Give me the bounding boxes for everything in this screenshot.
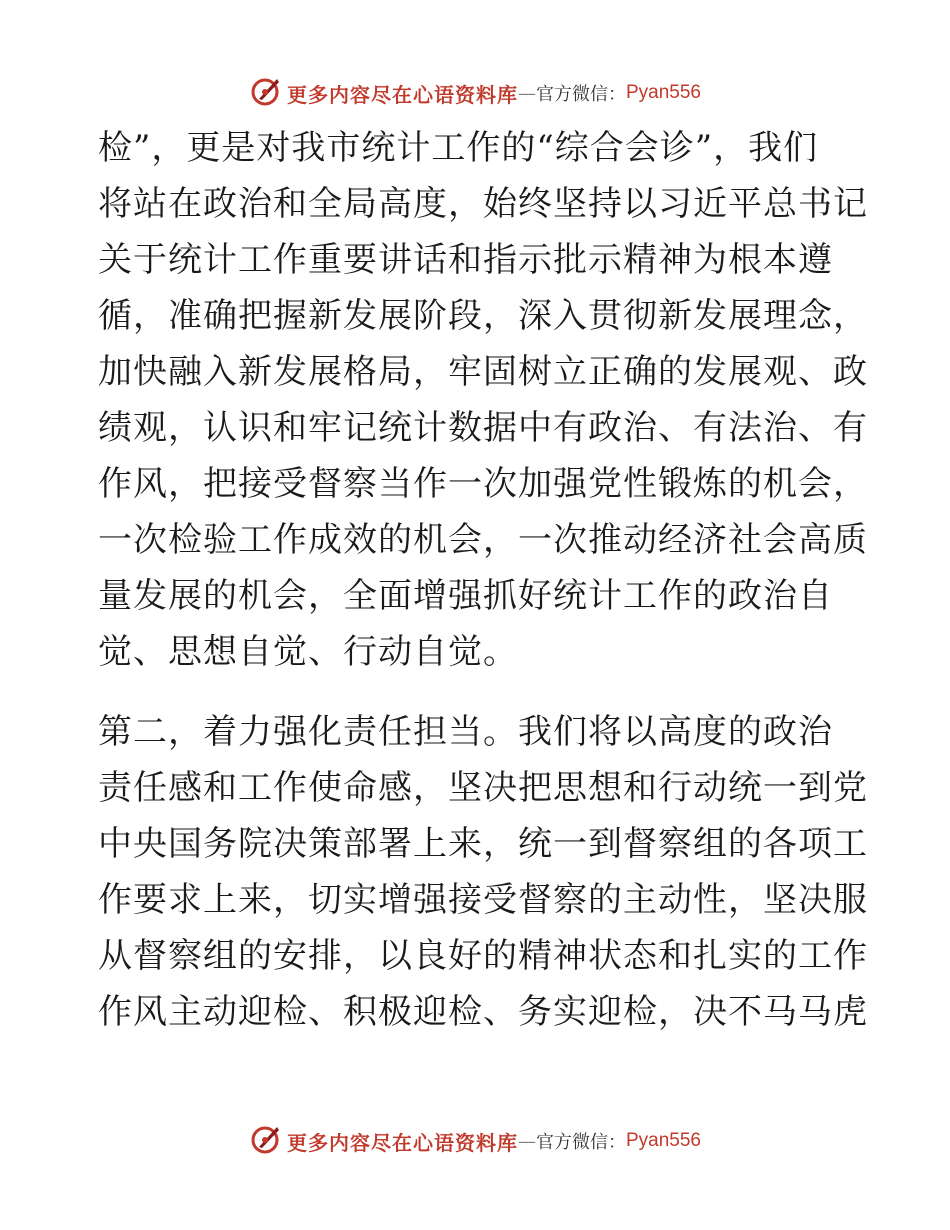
- paragraph-2: [98, 704, 868, 1040]
- wechat-label: 官方微信：: [535, 84, 626, 105]
- text-line: 加快融入新发展格局，牢固树立正确的发展观、政: [98, 352, 868, 392]
- separator-dash: —: [517, 1130, 536, 1152]
- text-line: 作风主动迎检、积极迎检、务实迎检，决不马马虎: [98, 992, 868, 1032]
- paragraph-1: [98, 120, 868, 680]
- text-line: 绩观，认识和牢记统计数据中有政治、有法治、有: [98, 408, 868, 448]
- text-line: 作要求上来，切实增强接受督察的主动性，坚决服: [98, 880, 868, 920]
- wechat-id: Pyan556: [625, 1130, 701, 1151]
- text-line: 关于统计工作重要讲话和指示批示精神为根本遵: [98, 240, 833, 280]
- separator-dash: —: [517, 82, 536, 104]
- footer-watermark-banner: [0, 1118, 950, 1158]
- wechat-id: Pyan556: [625, 82, 701, 103]
- document-body: [98, 120, 868, 1040]
- site-name-text: 更多内容尽在心语资料库: [286, 1130, 518, 1155]
- paragraph-gap: [98, 680, 858, 704]
- text-line: 从督察组的安排，以良好的精神状态和扎实的工作: [98, 936, 868, 976]
- text-line: 量发展的机会，全面增强抓好统计工作的政治自: [98, 576, 833, 616]
- quill-logo-icon: [249, 1121, 283, 1155]
- site-name-text: 更多内容尽在心语资料库: [286, 82, 518, 107]
- text-line: 觉、思想自觉、行动自觉。: [98, 632, 518, 672]
- wechat-label: 官方微信：: [535, 1132, 626, 1153]
- text-line: 将站在政治和全局高度，始终坚持以习近平总书记: [98, 184, 868, 224]
- text-line: 作风，把接受督察当作一次加强党性锻炼的机会，: [98, 464, 868, 504]
- quill-logo-icon: [249, 73, 283, 107]
- text-line: 中央国务院决策部署上来，统一到督察组的各项工: [98, 824, 868, 864]
- header-watermark-banner: [0, 70, 950, 110]
- text-line: 第二，着力强化责任担当。我们将以高度的政治: [98, 712, 833, 752]
- text-line: 一次检验工作成效的机会，一次推动经济社会高质: [98, 520, 868, 560]
- text-line: 责任感和工作使命感，坚决把思想和行动统一到党: [98, 768, 868, 808]
- text-line: 循，准确把握新发展阶段，深入贯彻新发展理念，: [98, 296, 868, 336]
- text-line: 检”，更是对我市统计工作的“综合会诊”，我们: [98, 128, 819, 168]
